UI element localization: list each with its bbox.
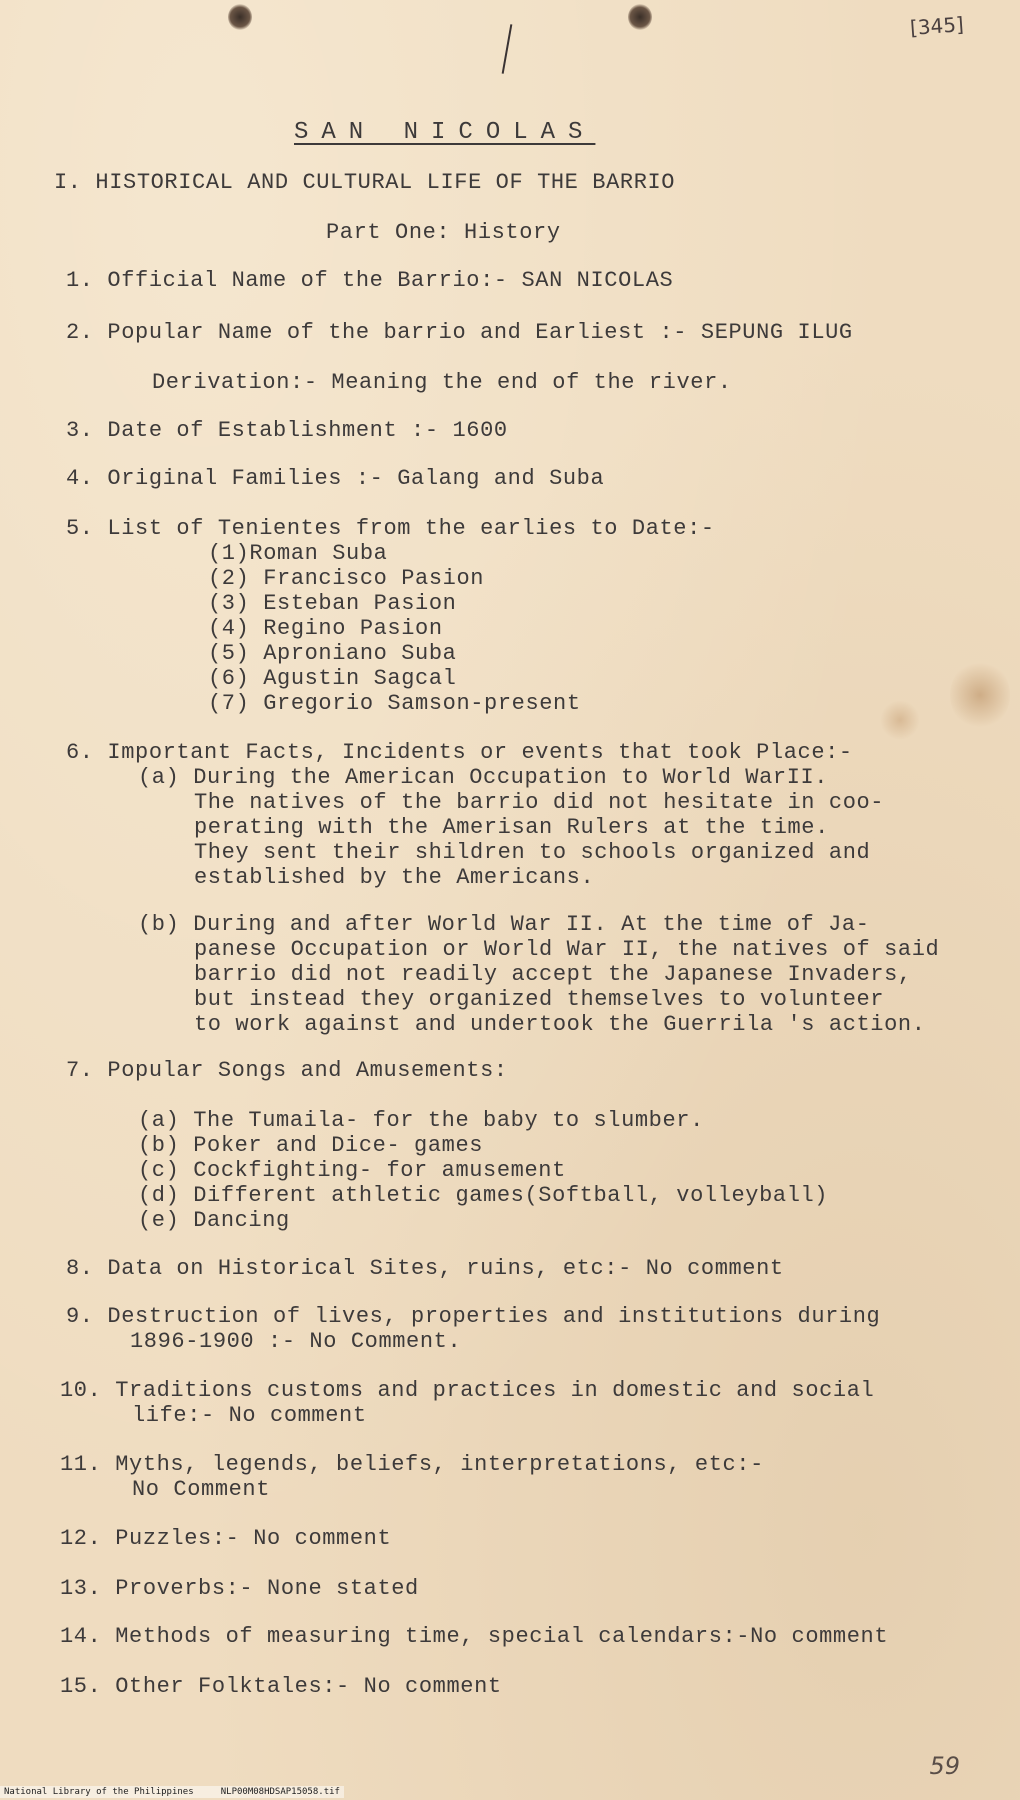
section-heading: I. HISTORICAL AND CULTURAL LIFE OF THE BARRIO (54, 170, 676, 195)
facts-a-line: established by the Americans. (194, 865, 595, 890)
item-historical-sites: 8. Data on Historical Sites, ruins, etc:- No comment (66, 1256, 784, 1281)
item-popular-name: 2. Popular Name of the barrio and Earliest :- SEPUNG ILUG (66, 320, 853, 345)
pen-mark (502, 24, 513, 74)
facts-b-line: barrio did not readily accept the Japanese Invaders, (194, 962, 912, 987)
item-folktales: 15. Other Folktales:- No comment (60, 1674, 502, 1699)
facts-a-line: perating with the Amerisan Rulers at the time. (194, 815, 829, 840)
item-myths-line: No Comment (132, 1477, 271, 1502)
facts-a-line: The natives of the barrio did not hesitate in coo- (194, 790, 885, 815)
corner-annotation: [345] (909, 12, 965, 40)
teniente-list-item: (2) Francisco Pasion (208, 566, 485, 591)
amusement-list-item: (c) Cockfighting- for amusement (138, 1158, 566, 1183)
facts-b-line: to work against and undertook the Guerrila 's action. (194, 1012, 926, 1037)
punch-hole-right (628, 4, 652, 30)
paper-stain-small (880, 700, 920, 740)
item-myths-line: 11. Myths, legends, beliefs, interpretations, etc:- (60, 1452, 764, 1477)
facts-b-line: but instead they organized themselves to volunteer (194, 987, 885, 1012)
item-destruction-line: 1896-1900 :- No Comment. (130, 1329, 462, 1354)
teniente-list-item: (4) Regino Pasion (208, 616, 443, 641)
document-title: SAN NICOLAS (294, 119, 596, 146)
paper-stain (950, 660, 1010, 730)
amusement-list-item: (b) Poker and Dice- games (138, 1133, 484, 1158)
teniente-list-item: (6) Agustin Sagcal (208, 666, 457, 691)
item-proverbs: 13. Proverbs:- None stated (60, 1576, 419, 1601)
facts-a-line: (a) During the American Occupation to World WarII. (138, 765, 829, 790)
amusement-list-item: (e) Dancing (138, 1208, 290, 1233)
item-puzzles: 12. Puzzles:- No comment (60, 1526, 392, 1551)
item-traditions-line: life:- No comment (132, 1403, 367, 1428)
teniente-list-item: (5) Aproniano Suba (208, 641, 457, 666)
facts-b-line: (b) During and after World War II. At the time of Ja- (138, 912, 870, 937)
item-traditions-line: 10. Traditions customs and practices in domestic and social (60, 1378, 875, 1403)
archive-footer: National Library of the Philippines NLP00M08HDSAP15058.tif (0, 1786, 344, 1798)
item-songs-amusements: 7. Popular Songs and Amusements: (66, 1058, 508, 1083)
teniente-list-item: (3) Esteban Pasion (208, 591, 457, 616)
teniente-list-item: (1)Roman Suba (208, 541, 388, 566)
part-heading: Part One: History (326, 220, 561, 245)
item-original-families: 4. Original Families :- Galang and Suba (66, 466, 605, 491)
punch-hole-left (228, 4, 252, 30)
amusement-list-item: (a) The Tumaila- for the baby to slumber. (138, 1108, 704, 1133)
item-tenientes-heading: 5. List of Tenientes from the earlies to Date:- (66, 516, 715, 541)
facts-a-line: They sent their shildren to schools organized and (194, 840, 871, 865)
teniente-list-item: (7) Gregorio Samson-present (208, 691, 581, 716)
item-derivation: Derivation:- Meaning the end of the river. (152, 370, 732, 395)
item-important-facts: 6. Important Facts, Incidents or events that took Place:- (66, 740, 853, 765)
amusement-list-item: (d) Different athletic games(Softball, volleyball) (138, 1183, 829, 1208)
item-time-measuring: 14. Methods of measuring time, special calendars:-No comment (60, 1624, 889, 1649)
facts-b-line: panese Occupation or World War II, the natives of said (194, 937, 940, 962)
item-destruction-line: 9. Destruction of lives, properties and institutions during (66, 1304, 881, 1329)
item-official-name: 1. Official Name of the Barrio:- SAN NICOLAS (66, 268, 674, 293)
page-number: 59 (929, 1752, 960, 1780)
item-date-established: 3. Date of Establishment :- 1600 (66, 418, 508, 443)
